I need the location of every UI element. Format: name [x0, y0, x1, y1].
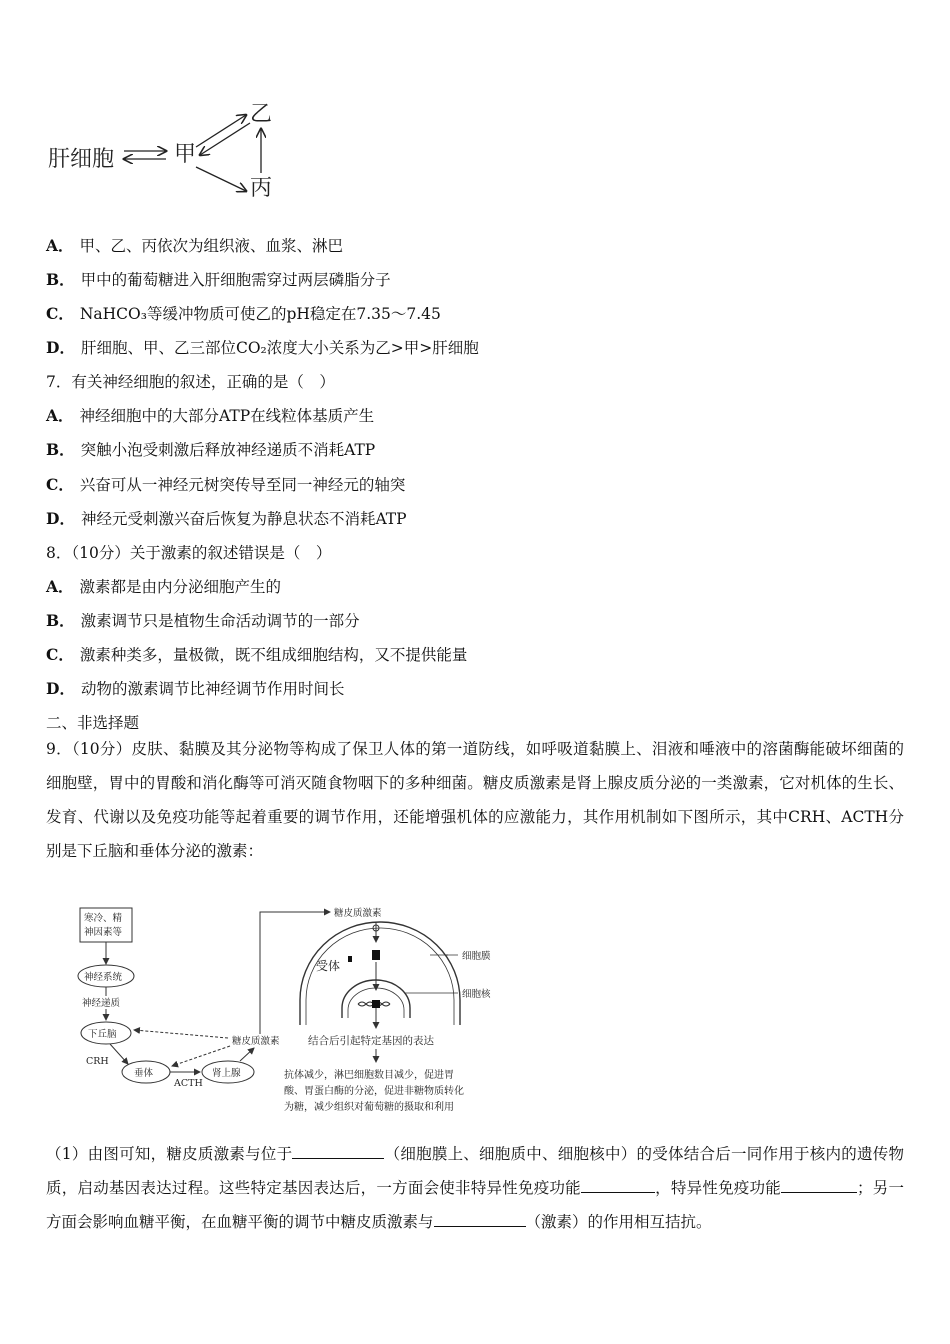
q8-option-c: C． 激素种类多，量极微，既不组成细胞结构，又不提供能量 [46, 645, 468, 664]
q7-option-a: A． 神经细胞中的大部分ATP在线粒体基质产生 [46, 406, 375, 425]
glucocorticoid-mechanism-diagram [70, 900, 520, 1125]
q9-intro: 9．（10分）皮肤、黏膜及其分泌物等构成了保卫人体的第一道防线，如呼吸道黏膜上、泪液和唾液中的溶菌酶能破坏细菌的细胞壁，胃中的胃酸和消化酶等可消灭随食物咽下的多种细菌。糖皮质激素是肾上腺皮质分泌的一类激素，它对机体的生长、发育、代谢以及免疫功能等起着重要的调节作用，还能增强机体的应激能力，其作用机制如下图所示，其中CRH、ACTH分别是下丘脑和垂体分泌的激素： [46, 740, 904, 860]
q6-option-c: C． NaHCO₃等缓冲物质可使乙的pH稳定在7.35～7.45 [46, 304, 441, 323]
receptor-label: 受体 [316, 959, 341, 973]
effect-line-1: 抗体减少，淋巴细胞数目减少，促进胃 [284, 1070, 454, 1081]
section-title: 二、非选择题 [46, 714, 140, 732]
cell-membrane [300, 922, 460, 1025]
q6-option-d: D． 肝细胞、甲、乙三部位CO₂浓度大小关系为乙>甲>肝细胞 [46, 338, 479, 357]
nucleus-label: 细胞核 [462, 989, 491, 1000]
answer-blank-2[interactable] [581, 1176, 655, 1193]
q8-option-a: A． 激素都是由内分泌细胞产生的 [46, 577, 282, 596]
gc-top-label: 糖皮质激素 [334, 908, 382, 919]
q8-option-b: B． 激素调节只是植物生命活动调节的一部分 [46, 611, 360, 630]
q7-option-b: B． 突触小泡受刺激后释放神经递质不消耗ATP [46, 440, 376, 459]
q7-option-c: C． 兴奋可从一神经元树突传导至同一神经元的轴突 [46, 475, 406, 494]
answer-blank-4[interactable] [434, 1210, 526, 1227]
hypothalamus-label: 下丘脑 [88, 1029, 117, 1040]
yi-label: 乙 [250, 102, 273, 127]
gc-left-label: 糖皮质激素 [232, 1036, 280, 1047]
q6-option-a: A． 甲、乙、丙依次为组织液、血浆、淋巴 [46, 236, 344, 255]
liver-cell-label: 肝细胞 [48, 147, 115, 172]
acth-label: ACTH [174, 1078, 203, 1089]
bing-label: 丙 [250, 176, 273, 201]
nervous-system-label: 神经系统 [84, 972, 123, 983]
stimulus-text-2: 神因素等 [84, 927, 123, 938]
q6-option-b: B． 甲中的葡萄糖进入肝细胞需穿过两层磷脂分子 [46, 270, 391, 289]
q8-option-d: D． 动物的激素调节比神经调节作用时间长 [46, 679, 345, 698]
q8-stem: 8．（10分）关于激素的叙述错误是（ ） [46, 544, 332, 562]
jia-label: 甲 [174, 142, 197, 167]
crh-label: CRH [86, 1056, 109, 1067]
q9-sub1: （1）由图可知，糖皮质激素与位于 （细胞膜上、细胞质中、细胞核中）的受体结合后一同作用于核内的遗传物质，启动基因表达过程。这些特定基因表达后，一方面会使非特异性免疫功能 ，特异性免疫功能 ；另一方面会影响血糖平衡，在血糖平衡的调节中糖皮质激素与 （激素）的作用相互拮抗。 [46, 1137, 904, 1239]
body-fluid-diagram [40, 95, 300, 210]
arrow-jia-to-bing [196, 167, 246, 191]
effect-line-3: 为糖，减少组织对葡萄糖的摄取和利用 [284, 1102, 454, 1113]
membrane-label: 细胞膜 [462, 951, 491, 962]
q7-option-d: D． 神经元受刺激兴奋后恢复为静息状态不消耗ATP [46, 509, 407, 528]
adrenal-label: 肾上腺 [212, 1068, 241, 1079]
stimulus-text-1: 寒冷、精 [84, 913, 123, 924]
answer-blank-1[interactable] [292, 1142, 384, 1159]
q7-stem: 7．有关神经细胞的叙述，正确的是（ ） [46, 373, 335, 391]
pituitary-label: 垂体 [134, 1068, 154, 1079]
answer-blank-3[interactable] [781, 1176, 857, 1193]
expression-label: 结合后引起特定基因的表达 [308, 1035, 434, 1047]
effect-line-2: 酸、胃蛋白酶的分泌，促进非糖物质转化 [284, 1086, 464, 1097]
neurotransmitter-label: 神经递质 [82, 998, 121, 1009]
